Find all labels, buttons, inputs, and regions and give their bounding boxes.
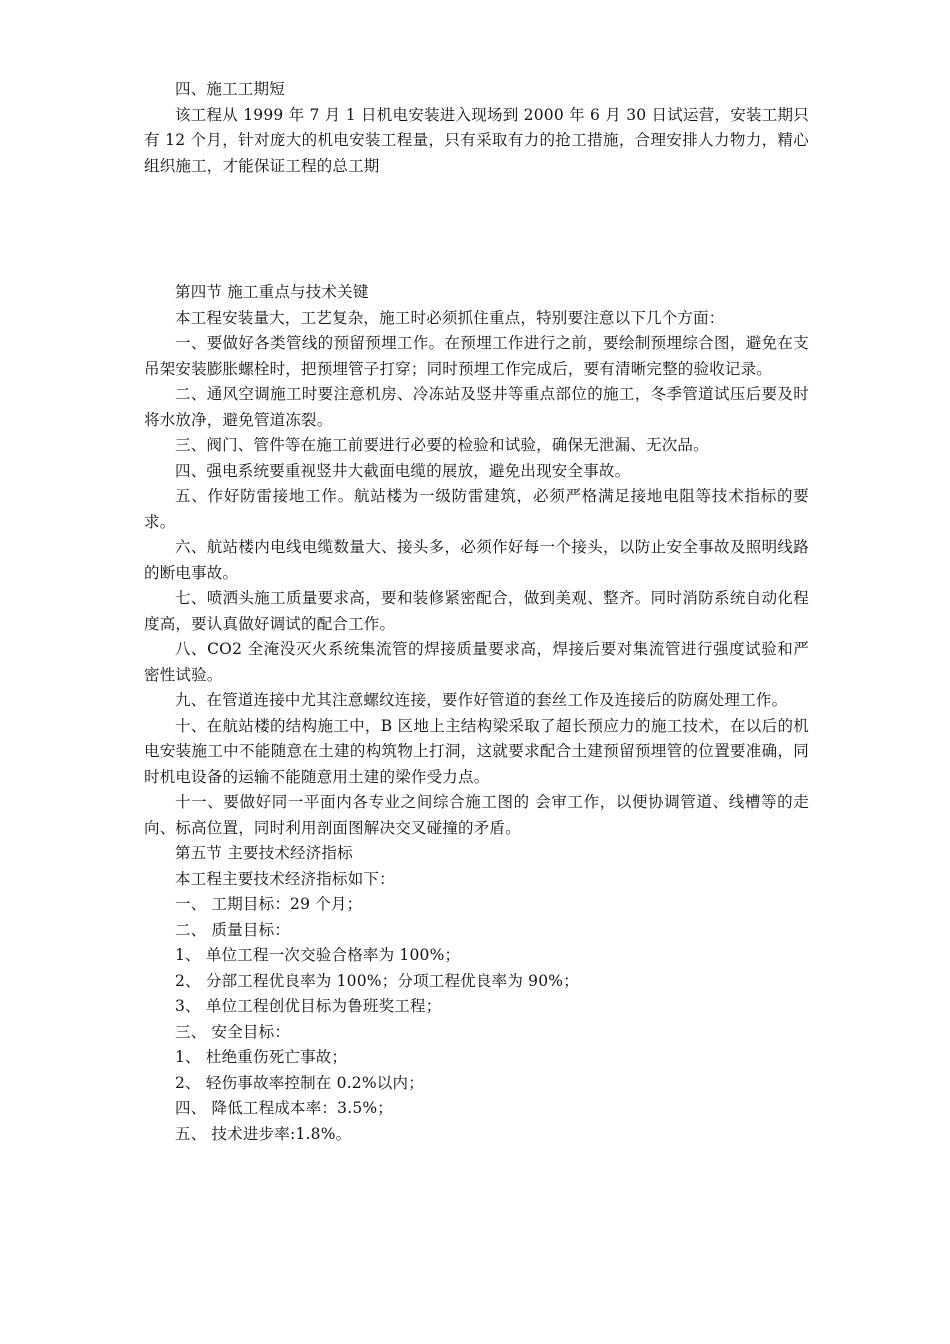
key-point-item: 十、在航站楼的结构施工中，B 区地上主结构梁采取了超长预应力的施工技术，在以后的机电安装施工中不能随意在土建的构筑物上打洞，这就要求配合土建预留预埋管的位置要准确，同时机电设备的运输不能随意用土建的梁作受力点。 (144, 716, 809, 786)
section-heading-indicators: 第五节 主要技术经济指标 (175, 844, 353, 862)
indicator-item: 3、 单位工程创优目标为鲁班奖工程； (175, 997, 442, 1015)
key-point-item: 五、作好防雷接地工作。航站楼为一级防雷建筑，必须严格满足接地电阻等技术指标的要求。 (144, 487, 809, 531)
document-body (144, 77, 809, 1147)
schedule-paragraph: 该工程从 1999 年 7 月 1 日机电安装进入现场到 2000 年 6 月 30 日试运营，安装工期只有 12 个月，针对庞大的机电安装工程量，只有采取有力的抢工措施，合理安排人力物力，精心组织施工，才能保证工程的总工期 (144, 105, 809, 175)
key-point-item: 三、阀门、管件等在施工前要进行必要的检验和试验，确保无泄漏、无次品。 (175, 436, 709, 454)
section-heading-schedule: 四、施工工期短 (175, 80, 285, 98)
indicator-item: 1、 杜绝重伤死亡事故； (175, 1048, 348, 1066)
section-heading-key-points: 第四节 施工重点与技术关键 (175, 283, 369, 301)
indicator-item: 三、 安全目标： (175, 1022, 291, 1041)
indicator-item: 五、 技术进步率:1.8%。 (175, 1124, 352, 1143)
key-point-item: 八、CO2 全淹没灭火系统集流管的焊接质量要求高，焊接后要对集流管进行强度试验和严密性试验。 (144, 640, 809, 684)
key-point-item: 六、航站楼内电线电缆数量大、接头多，必须作好每一个接头，以防止安全事故及照明线路的断电事故。 (144, 538, 809, 582)
key-point-item: 十一、要做好同一平面内各专业之间综合施工图的 会审工作，以便协调管道、线槽等的走向、标高位置，同时利用剖面图解决交叉碰撞的矛盾。 (144, 793, 809, 837)
key-points-intro: 本工程安装量大，工艺复杂，施工时必须抓住重点，特别要注意以下几个方面： (175, 308, 725, 327)
indicator-item: 2、 分部工程优良率为 100%；分项工程优良率为 90%； (175, 971, 579, 990)
indicator-item: 2、 轻伤事故率控制在 0.2%以内； (175, 1073, 424, 1092)
key-point-item: 一、要做好各类管线的预留预埋工作。在预埋工作进行之前，要绘制预埋综合图，避免在支吊架安装膨胀螺栓时，把预埋管子打穿；同时预埋工作完成后，要有清晰完整的验收记录。 (144, 334, 809, 378)
indicators-intro: 本工程主要技术经济指标如下： (175, 869, 395, 888)
indicator-item: 四、 降低工程成本率：3.5%； (175, 1099, 394, 1117)
key-point-item: 四、强电系统要重视竖井大截面电缆的展放，避免出现安全事故。 (175, 461, 631, 480)
key-point-item: 九、在管道连接中尤其注意螺纹连接，要作好管道的套丝工作及连接后的防腐处理工作。 (175, 691, 788, 709)
indicator-item: 二、 质量目标： (175, 920, 291, 939)
indicator-item: 1、 单位工程一次交验合格率为 100%； (175, 946, 461, 964)
blank-space (144, 179, 809, 280)
key-point-item: 七、喷洒头施工质量要求高，要和装修紧密配合，做到美观、整齐。同时消防系统自动化程度高，要认真做好调试的配合工作。 (144, 589, 809, 633)
indicator-item: 一、 工期目标：29 个月； (175, 895, 363, 913)
key-point-item: 二、通风空调施工时要注意机房、冷冻站及竖井等重点部位的施工，冬季管道试压后要及时将水放净，避免管道冻裂。 (144, 385, 809, 429)
